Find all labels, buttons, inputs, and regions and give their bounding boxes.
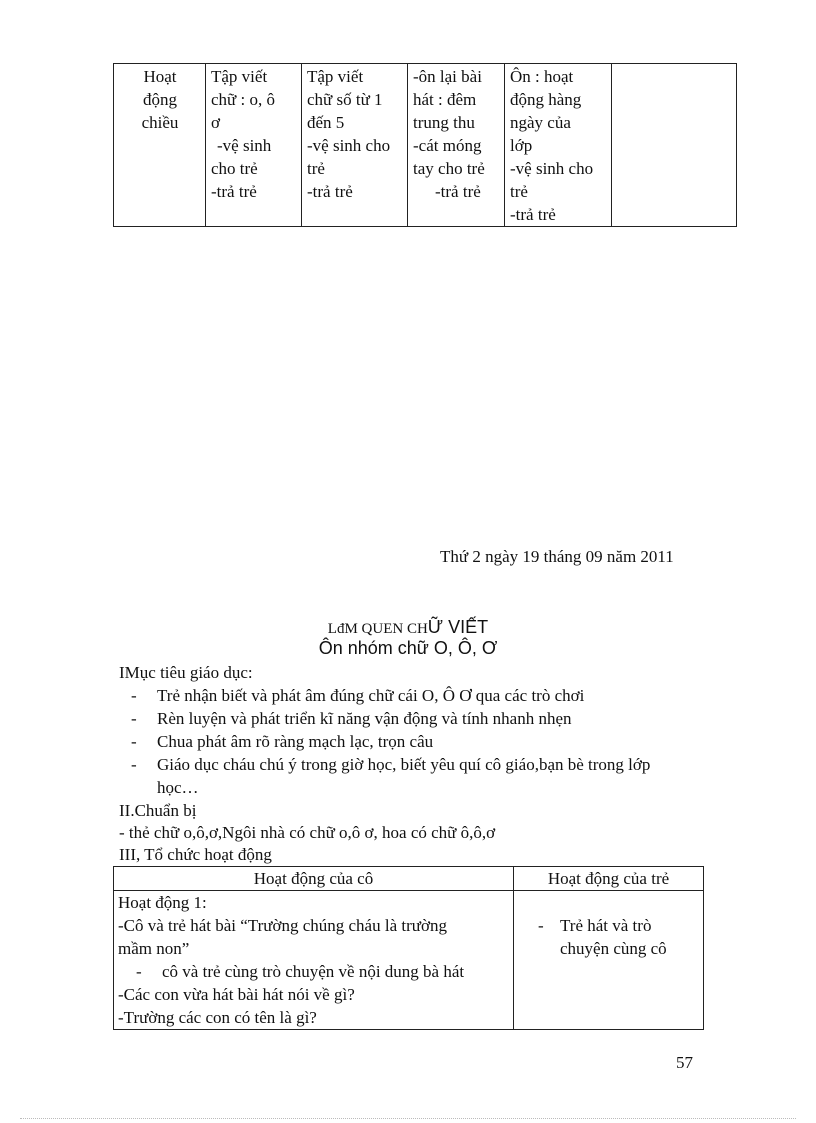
dash-bullet: - (538, 916, 544, 935)
table-row (114, 64, 737, 227)
list-item: - Giáo dục cháu chú ý trong giờ học, biết yêu quí cô giáo,bạn bè trong lớp học… (131, 755, 651, 797)
dash-bullet: - (131, 709, 137, 728)
dash-bullet: - (131, 686, 137, 705)
teacher-bullet: - cô và trẻ cùng trò chuyện về nội dung bà hát (136, 962, 465, 981)
footer-divider (20, 1118, 796, 1119)
page-number: 57 (676, 1053, 693, 1072)
table-header-row (114, 867, 704, 891)
section1-heading: IMục tiêu giáo dục: (119, 663, 253, 682)
schedule-cell-thursday: Ôn : hoạt động hàng ngày của lớp -vệ sinh cho trẻ -trả trẻ (505, 64, 612, 227)
schedule-cell-monday: Tập viết chữ : o, ô ơ -vệ sinh cho trẻ -trả trẻ (206, 64, 302, 227)
dash-bullet: - (136, 962, 142, 981)
list-item: - Rèn luyện và phát triển kĩ năng vận động và tính nhanh nhẹn (131, 709, 572, 728)
dash-bullet: - (131, 755, 137, 774)
schedule-table (113, 63, 737, 227)
column-header-teacher: Hoạt động của cô (114, 867, 514, 891)
section2-heading: II.Chuẩn bị (119, 801, 197, 820)
dash-bullet: - (131, 732, 137, 751)
schedule-cell-label: Hoạt động chiều (114, 64, 206, 227)
list-item: - Trẻ nhận biết và phát âm đúng chữ cái O, Ô Ơ qua các trò chơi (131, 686, 585, 705)
lesson-date: Thứ 2 ngày 19 tháng 09 năm 2011 (440, 547, 674, 566)
title-part2: Ữ VIẾT (427, 617, 489, 637)
schedule-cell-friday (612, 64, 737, 227)
goals-list (127, 684, 687, 799)
child-activity-cell: - Trẻ hát và trò chuyện cùng cô (514, 891, 704, 1030)
activity-table (113, 866, 704, 1030)
child-bullet: - Trẻ hát và trò (538, 916, 652, 935)
title-part1: LđM QUEN CH (327, 621, 428, 637)
column-header-child: Hoạt động của trẻ (514, 867, 704, 891)
table-row (114, 891, 704, 1030)
section2-line: - thẻ chữ o,ô,ơ,Ngôi nhà có chữ o,ô ơ, hoa có chữ ô,ô,ơ (119, 823, 496, 842)
schedule-cell-tuesday: Tập viết chữ số từ 1 đến 5 -vệ sinh cho trẻ -trả trẻ (302, 64, 408, 227)
lesson-subtitle: Ôn nhóm chữ O, Ô, Ơ (318, 638, 498, 658)
lesson-title (0, 617, 816, 638)
teacher-activity-cell: Hoạt động 1: -Cô và trẻ hát bài “Trường chúng cháu là trường mầm non” - cô và trẻ cùng trò chuyện về nội dung bà hát -Các con vừa hát bài hát nói về gì? -Trường các con có tên là gì? (114, 891, 514, 1030)
section3-heading: III, Tổ chức hoạt động (119, 845, 272, 864)
list-item: - Chua phát âm rõ ràng mạch lạc, trọn câu (131, 732, 434, 751)
schedule-cell-wednesday: -ôn lại bài hát : đêm trung thu -cát móng tay cho trẻ -trả trẻ (408, 64, 505, 227)
